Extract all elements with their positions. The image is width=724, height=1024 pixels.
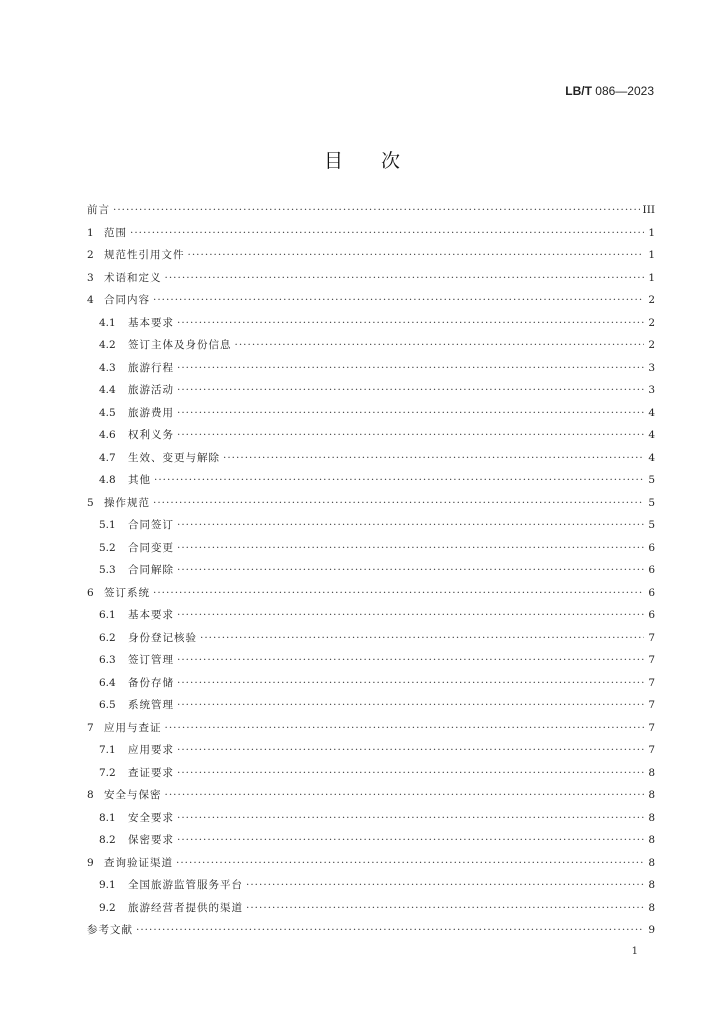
toc-entry[interactable] <box>87 562 655 585</box>
toc-dot-leader <box>177 744 644 756</box>
toc-entry[interactable] <box>87 225 655 248</box>
toc-entry-label: 身份登记核验 <box>128 631 197 644</box>
toc-dot-leader <box>177 384 644 396</box>
toc-entry-label: 系统管理 <box>128 699 174 711</box>
toc-entry-page: 1 <box>648 226 655 239</box>
toc-entry[interactable] <box>87 427 655 450</box>
toc-entry-label: 备份存储 <box>128 676 174 689</box>
toc-entry[interactable] <box>87 922 655 945</box>
toc-entry-number: 8.2 <box>99 834 116 846</box>
toc-entry[interactable] <box>87 405 655 428</box>
footer-page-number: 1 <box>631 946 638 957</box>
toc-entry-number: 7.2 <box>99 766 116 779</box>
toc-entry-number: 9.1 <box>99 879 116 891</box>
toc-entry-label: 权利义务 <box>128 429 174 441</box>
toc-entry-page: 4 <box>648 451 655 464</box>
toc-dot-leader <box>177 429 644 441</box>
toc-entry-page: 5 <box>648 519 655 531</box>
toc-entry-page: 6 <box>648 586 655 599</box>
toc-entry-page: III <box>642 204 655 216</box>
toc-entry-label: 规范性引用文件 <box>104 249 185 261</box>
toc-dot-leader <box>177 654 644 666</box>
toc-dot-leader <box>153 497 644 509</box>
table-of-contents <box>87 202 655 945</box>
toc-entry-number: 7.1 <box>99 744 116 756</box>
document-code-number: 086—2023 <box>591 84 654 98</box>
toc-entry-number: 4.3 <box>99 361 116 374</box>
toc-entry[interactable] <box>87 697 655 720</box>
toc-dot-leader <box>165 272 645 284</box>
toc-dot-leader <box>165 722 645 734</box>
toc-entry[interactable] <box>87 472 655 495</box>
toc-entry-page: 8 <box>648 834 655 846</box>
toc-entry-page: 8 <box>648 901 655 914</box>
toc-dot-leader <box>177 542 644 554</box>
toc-entry-page: 3 <box>648 384 655 396</box>
toc-entry-label: 旅游行程 <box>128 361 174 374</box>
toc-entry-label: 安全与保密 <box>104 789 162 801</box>
toc-entry[interactable] <box>87 247 655 270</box>
toc-entry-page: 8 <box>648 766 655 779</box>
toc-entry-page: 2 <box>648 339 655 351</box>
toc-entry-number: 6.1 <box>99 609 116 621</box>
page-title: 目次 <box>323 150 438 172</box>
toc-dot-leader <box>130 227 644 239</box>
toc-dot-leader <box>165 789 645 801</box>
toc-entry[interactable] <box>87 382 655 405</box>
toc-entry-page: 4 <box>648 406 655 419</box>
toc-dot-leader <box>153 587 644 599</box>
toc-dot-leader <box>177 609 644 621</box>
toc-dot-leader <box>200 632 644 644</box>
toc-dot-leader <box>223 452 644 464</box>
toc-entry[interactable] <box>87 270 655 293</box>
toc-entry[interactable] <box>87 517 655 540</box>
toc-dot-leader <box>246 879 644 891</box>
toc-entry-number: 8 <box>87 789 94 801</box>
toc-entry-label: 查证要求 <box>128 766 174 779</box>
toc-dot-leader <box>188 249 645 261</box>
toc-entry-number: 4.5 <box>99 406 116 419</box>
toc-entry-number: 4.8 <box>99 474 116 486</box>
toc-entry-label: 签订管理 <box>128 654 174 666</box>
toc-dot-leader <box>177 519 644 531</box>
toc-entry-page: 8 <box>648 789 655 801</box>
toc-entry[interactable] <box>87 202 655 225</box>
toc-entry-number: 4.7 <box>99 451 116 464</box>
toc-dot-leader <box>177 407 644 419</box>
toc-entry-label: 操作规范 <box>104 496 150 509</box>
toc-entry-number: 5.3 <box>99 564 116 576</box>
toc-entry-label: 生效、变更与解除 <box>128 451 220 464</box>
toc-entry-label: 参考文献 <box>87 924 133 936</box>
toc-dot-leader <box>177 564 644 576</box>
toc-dot-leader <box>177 812 644 824</box>
toc-entry-label: 应用与查证 <box>104 721 162 734</box>
toc-entry-number: 4.4 <box>99 384 116 396</box>
toc-dot-leader <box>177 362 644 374</box>
toc-entry-page: 6 <box>648 564 655 576</box>
toc-entry-page: 5 <box>648 474 655 486</box>
toc-entry-label: 全国旅游监管服务平台 <box>128 879 243 891</box>
toc-entry[interactable] <box>87 315 655 338</box>
toc-dot-leader <box>136 924 644 936</box>
toc-dot-leader <box>246 902 644 914</box>
toc-dot-leader <box>177 834 644 846</box>
toc-dot-leader <box>113 204 640 216</box>
toc-entry-number: 6 <box>87 586 94 599</box>
toc-entry-label: 查询验证渠道 <box>104 856 173 869</box>
toc-entry-label: 基本要求 <box>128 609 174 621</box>
toc-entry-number: 9 <box>87 856 94 869</box>
toc-entry-page: 8 <box>648 811 655 824</box>
toc-entry[interactable] <box>87 810 655 833</box>
document-code-prefix: LB/T <box>565 84 592 98</box>
toc-entry[interactable] <box>87 855 655 878</box>
toc-dot-leader <box>177 767 644 779</box>
toc-entry-label: 合同变更 <box>128 541 174 554</box>
toc-entry[interactable] <box>87 337 655 360</box>
toc-dot-leader <box>154 474 644 486</box>
toc-entry-number: 6.4 <box>99 676 116 689</box>
toc-entry[interactable] <box>87 742 655 765</box>
toc-entry-number: 3 <box>87 271 94 284</box>
toc-entry-label: 合同内容 <box>104 294 150 306</box>
toc-dot-leader <box>177 677 644 689</box>
toc-dot-leader <box>177 317 644 329</box>
toc-entry-label: 基本要求 <box>128 316 174 329</box>
toc-dot-leader <box>153 294 644 306</box>
toc-entry-page: 9 <box>648 924 655 936</box>
toc-entry-label: 签订系统 <box>104 586 150 599</box>
toc-entry-label: 其他 <box>128 474 151 486</box>
toc-entry-number: 4.6 <box>99 429 116 441</box>
toc-entry-label: 前言 <box>87 204 110 216</box>
toc-entry[interactable] <box>87 652 655 675</box>
toc-entry-number: 1 <box>87 226 94 239</box>
toc-entry[interactable] <box>87 877 655 900</box>
toc-entry-number: 8.1 <box>99 811 116 824</box>
toc-entry[interactable] <box>87 832 655 855</box>
toc-entry-number: 6.5 <box>99 699 116 711</box>
toc-entry[interactable] <box>87 360 655 383</box>
toc-entry-label: 合同签订 <box>128 519 174 531</box>
toc-dot-leader <box>235 339 645 351</box>
toc-entry-number: 5 <box>87 496 94 509</box>
toc-entry-label: 保密要求 <box>128 834 174 846</box>
toc-dot-leader <box>176 857 644 869</box>
toc-entry[interactable] <box>87 585 655 608</box>
toc-entry-page: 5 <box>648 496 655 509</box>
toc-entry[interactable] <box>87 765 655 788</box>
toc-entry-number: 4.2 <box>99 339 116 351</box>
toc-entry[interactable] <box>87 607 655 630</box>
toc-entry-page: 4 <box>648 429 655 441</box>
toc-entry-page: 7 <box>648 721 655 734</box>
toc-entry-number: 9.2 <box>99 901 116 914</box>
toc-entry-page: 8 <box>648 879 655 891</box>
toc-entry-label: 签订主体及身份信息 <box>128 339 232 351</box>
toc-entry-page: 6 <box>648 541 655 554</box>
toc-entry-number: 6.2 <box>99 631 116 644</box>
toc-entry[interactable] <box>87 787 655 810</box>
toc-entry-number: 4.1 <box>99 316 116 329</box>
toc-entry-label: 应用要求 <box>128 744 174 756</box>
toc-entry[interactable] <box>87 900 655 923</box>
toc-entry[interactable] <box>87 495 655 518</box>
toc-entry-page: 8 <box>648 856 655 869</box>
toc-entry-page: 7 <box>648 699 655 711</box>
toc-entry[interactable] <box>87 292 655 315</box>
toc-entry-page: 7 <box>648 631 655 644</box>
toc-entry[interactable] <box>87 540 655 563</box>
toc-entry-page: 7 <box>648 744 655 756</box>
toc-dot-leader <box>177 699 644 711</box>
toc-entry[interactable] <box>87 675 655 698</box>
toc-entry-label: 旅游活动 <box>128 384 174 396</box>
toc-entry-page: 1 <box>648 249 655 261</box>
toc-entry[interactable] <box>87 630 655 653</box>
toc-entry-label: 术语和定义 <box>104 271 162 284</box>
toc-entry-label: 旅游费用 <box>128 406 174 419</box>
toc-entry-page: 7 <box>648 654 655 666</box>
toc-entry-number: 5.2 <box>99 541 116 554</box>
toc-entry-number: 6.3 <box>99 654 116 666</box>
toc-entry-number: 7 <box>87 721 94 734</box>
toc-entry-number: 5.1 <box>99 519 116 531</box>
toc-entry[interactable] <box>87 720 655 743</box>
toc-entry-page: 7 <box>648 676 655 689</box>
toc-entry-label: 合同解除 <box>128 564 174 576</box>
toc-entry-page: 3 <box>648 361 655 374</box>
toc-entry-page: 1 <box>648 271 655 284</box>
document-code <box>565 84 654 98</box>
toc-entry-page: 2 <box>648 316 655 329</box>
toc-entry-page: 2 <box>648 294 655 306</box>
toc-entry-number: 2 <box>87 249 94 261</box>
toc-entry[interactable] <box>87 450 655 473</box>
toc-entry-label: 安全要求 <box>128 811 174 824</box>
toc-entry-label: 旅游经营者提供的渠道 <box>128 901 243 914</box>
toc-entry-label: 范围 <box>104 226 127 239</box>
toc-entry-page: 6 <box>648 609 655 621</box>
toc-entry-number: 4 <box>87 294 94 306</box>
